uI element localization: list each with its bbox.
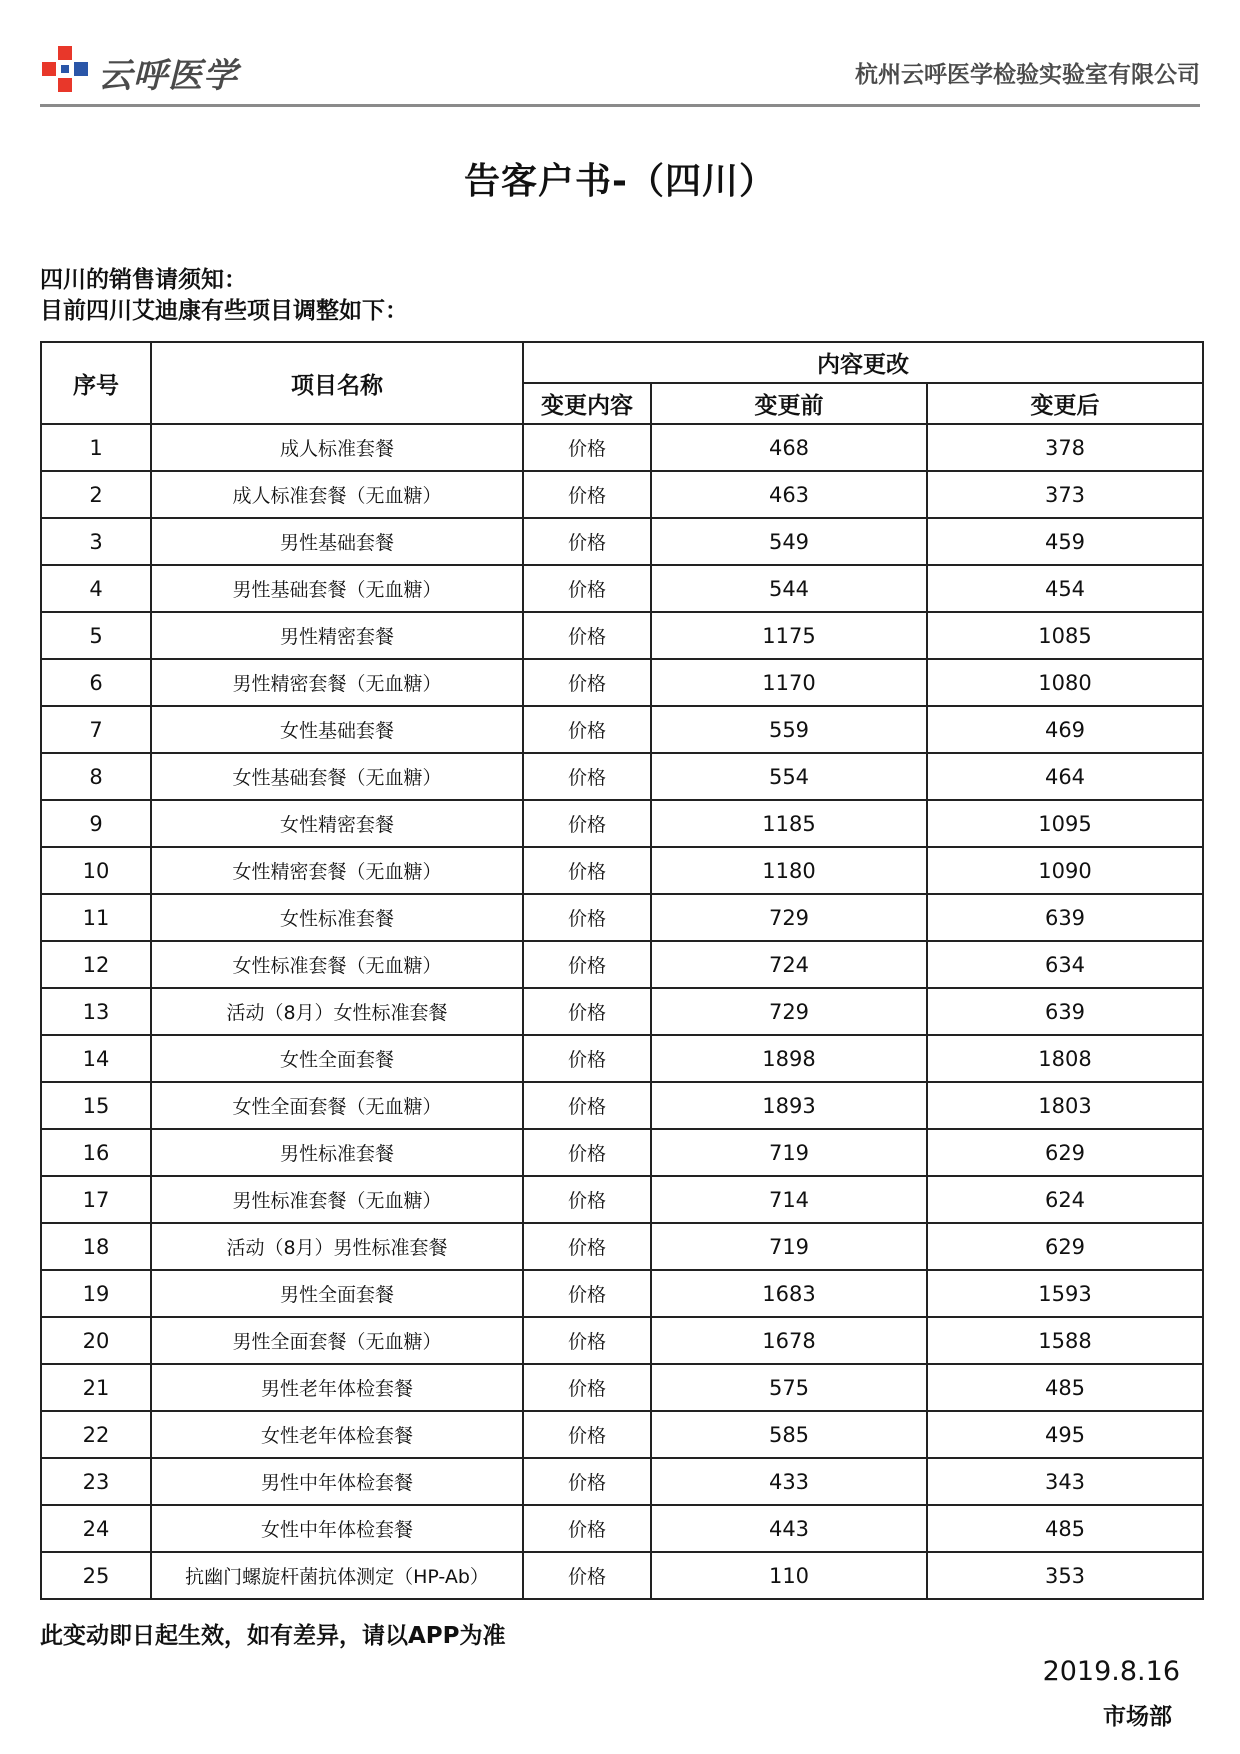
cell-change: 价格 — [523, 1082, 651, 1129]
cell-change: 价格 — [523, 1035, 651, 1082]
cell-after: 495 — [927, 1411, 1203, 1458]
table-row — [41, 1552, 1203, 1599]
cell-index: 21 — [41, 1364, 151, 1411]
cell-after: 624 — [927, 1176, 1203, 1223]
cell-name: 女性基础套餐 — [151, 706, 523, 753]
cell-name: 男性基础套餐 — [151, 518, 523, 565]
cell-before: 433 — [651, 1458, 927, 1505]
cell-index: 16 — [41, 1129, 151, 1176]
cell-change: 价格 — [523, 1270, 651, 1317]
cell-change: 价格 — [523, 424, 651, 471]
brand-name: 云呼医学 — [98, 56, 238, 96]
effective-note: 此变动即日起生效，如有差异，请以APP为准 — [40, 1623, 506, 1649]
document-title: 告客户书-（四川） — [464, 161, 776, 202]
cell-before: 1175 — [651, 612, 927, 659]
cell-name: 男性全面套餐（无血糖） — [151, 1317, 523, 1364]
page-header — [40, 38, 1200, 107]
table-row — [41, 800, 1203, 847]
table-row — [41, 1270, 1203, 1317]
cell-after: 639 — [927, 988, 1203, 1035]
cell-index: 23 — [41, 1458, 151, 1505]
cell-after: 353 — [927, 1552, 1203, 1599]
cell-before: 1180 — [651, 847, 927, 894]
notice-line-1: 四川的销售请须知： — [40, 267, 247, 293]
cell-name: 活动（8月）女性标准套餐 — [151, 988, 523, 1035]
cell-before: 714 — [651, 1176, 927, 1223]
cell-after: 1588 — [927, 1317, 1203, 1364]
table-row — [41, 659, 1203, 706]
table-row — [41, 471, 1203, 518]
cell-change: 价格 — [523, 471, 651, 518]
cell-after: 1593 — [927, 1270, 1203, 1317]
cell-name: 女性精密套餐（无血糖） — [151, 847, 523, 894]
cell-change: 价格 — [523, 1223, 651, 1270]
cell-change: 价格 — [523, 1129, 651, 1176]
cell-index: 20 — [41, 1317, 151, 1364]
table-row — [41, 518, 1203, 565]
cell-index: 9 — [41, 800, 151, 847]
cell-change: 价格 — [523, 1505, 651, 1552]
header-group: 内容更改 — [523, 342, 1203, 383]
cell-change: 价格 — [523, 565, 651, 612]
cell-change: 价格 — [523, 518, 651, 565]
cell-name: 活动（8月）男性标准套餐 — [151, 1223, 523, 1270]
cell-change: 价格 — [523, 941, 651, 988]
cell-after: 469 — [927, 706, 1203, 753]
cell-before: 554 — [651, 753, 927, 800]
cell-name: 成人标准套餐 — [151, 424, 523, 471]
cell-name: 女性老年体检套餐 — [151, 1411, 523, 1458]
cell-after: 1085 — [927, 612, 1203, 659]
table-row — [41, 1129, 1203, 1176]
cell-index: 22 — [41, 1411, 151, 1458]
cell-name: 女性精密套餐 — [151, 800, 523, 847]
cell-index: 3 — [41, 518, 151, 565]
cell-change: 价格 — [523, 1364, 651, 1411]
cell-index: 8 — [41, 753, 151, 800]
cell-index: 17 — [41, 1176, 151, 1223]
cross-logo-icon — [40, 44, 92, 96]
cell-name: 男性标准套餐 — [151, 1129, 523, 1176]
cell-name: 男性全面套餐 — [151, 1270, 523, 1317]
table-row — [41, 565, 1203, 612]
table-row — [41, 1176, 1203, 1223]
table-row — [41, 1317, 1203, 1364]
cell-name: 男性标准套餐（无血糖） — [151, 1176, 523, 1223]
header-after: 变更后 — [927, 383, 1203, 424]
cell-change: 价格 — [523, 706, 651, 753]
cell-change: 价格 — [523, 1552, 651, 1599]
cell-before: 443 — [651, 1505, 927, 1552]
cell-index: 7 — [41, 706, 151, 753]
cell-after: 459 — [927, 518, 1203, 565]
cell-name: 男性老年体检套餐 — [151, 1364, 523, 1411]
table-row — [41, 1223, 1203, 1270]
table-row — [41, 894, 1203, 941]
cell-name: 女性标准套餐（无血糖） — [151, 941, 523, 988]
cell-after: 373 — [927, 471, 1203, 518]
cell-after: 464 — [927, 753, 1203, 800]
table-row — [41, 1505, 1203, 1552]
cell-before: 719 — [651, 1129, 927, 1176]
cell-after: 454 — [927, 565, 1203, 612]
cell-name: 女性中年体检套餐 — [151, 1505, 523, 1552]
notice-text — [40, 265, 408, 327]
cell-name: 女性标准套餐 — [151, 894, 523, 941]
cell-change: 价格 — [523, 1458, 651, 1505]
table-row — [41, 988, 1203, 1035]
cell-after: 1803 — [927, 1082, 1203, 1129]
table-row — [41, 1082, 1203, 1129]
cell-after: 343 — [927, 1458, 1203, 1505]
cell-after: 634 — [927, 941, 1203, 988]
cell-before: 110 — [651, 1552, 927, 1599]
company-name: 杭州云呼医学检验实验室有限公司 — [855, 62, 1200, 88]
cell-before: 575 — [651, 1364, 927, 1411]
cell-name: 女性全面套餐（无血糖） — [151, 1082, 523, 1129]
cell-after: 629 — [927, 1223, 1203, 1270]
cell-name: 成人标准套餐（无血糖） — [151, 471, 523, 518]
cell-index: 5 — [41, 612, 151, 659]
header-before: 变更前 — [651, 383, 927, 424]
cell-before: 559 — [651, 706, 927, 753]
cell-index: 10 — [41, 847, 151, 894]
cell-change: 价格 — [523, 612, 651, 659]
cell-index: 18 — [41, 1223, 151, 1270]
cell-before: 549 — [651, 518, 927, 565]
cell-index: 2 — [41, 471, 151, 518]
cell-change: 价格 — [523, 847, 651, 894]
cell-name: 男性基础套餐（无血糖） — [151, 565, 523, 612]
cell-before: 729 — [651, 988, 927, 1035]
cell-before: 719 — [651, 1223, 927, 1270]
header-change-content: 变更内容 — [523, 383, 651, 424]
cell-after: 639 — [927, 894, 1203, 941]
department: 市场部 — [1103, 1704, 1172, 1730]
cell-before: 1898 — [651, 1035, 927, 1082]
cell-index: 14 — [41, 1035, 151, 1082]
table-row — [41, 612, 1203, 659]
cell-name: 女性全面套餐 — [151, 1035, 523, 1082]
cell-index: 24 — [41, 1505, 151, 1552]
cell-after: 1080 — [927, 659, 1203, 706]
cell-index: 12 — [41, 941, 151, 988]
cell-change: 价格 — [523, 1317, 651, 1364]
cell-before: 468 — [651, 424, 927, 471]
cell-before: 544 — [651, 565, 927, 612]
cell-before: 1678 — [651, 1317, 927, 1364]
price-change-table — [40, 341, 1204, 1600]
table-row — [41, 1035, 1203, 1082]
cell-change: 价格 — [523, 894, 651, 941]
cell-before: 1170 — [651, 659, 927, 706]
cell-index: 11 — [41, 894, 151, 941]
cell-before: 1893 — [651, 1082, 927, 1129]
table-row — [41, 1364, 1203, 1411]
cell-index: 19 — [41, 1270, 151, 1317]
cell-name: 抗幽门螺旋杆菌抗体测定（HP-Ab） — [151, 1552, 523, 1599]
cell-after: 378 — [927, 424, 1203, 471]
cell-after: 485 — [927, 1505, 1203, 1552]
cell-name: 女性基础套餐（无血糖） — [151, 753, 523, 800]
header-index: 序号 — [41, 342, 151, 424]
cell-change: 价格 — [523, 753, 651, 800]
cell-change: 价格 — [523, 1411, 651, 1458]
cell-after: 629 — [927, 1129, 1203, 1176]
table-row — [41, 941, 1203, 988]
cell-index: 25 — [41, 1552, 151, 1599]
table-body — [41, 424, 1203, 1599]
cell-index: 1 — [41, 424, 151, 471]
cell-change: 价格 — [523, 659, 651, 706]
cell-before: 585 — [651, 1411, 927, 1458]
table-row — [41, 1458, 1203, 1505]
cell-change: 价格 — [523, 1176, 651, 1223]
issue-date: 2019.8.16 — [1042, 1656, 1180, 1687]
cell-after: 485 — [927, 1364, 1203, 1411]
cell-index: 13 — [41, 988, 151, 1035]
cell-before: 463 — [651, 471, 927, 518]
cell-index: 15 — [41, 1082, 151, 1129]
cell-before: 1683 — [651, 1270, 927, 1317]
table-row — [41, 1411, 1203, 1458]
cell-change: 价格 — [523, 800, 651, 847]
cell-after: 1095 — [927, 800, 1203, 847]
table-row — [41, 847, 1203, 894]
cell-name: 男性精密套餐（无血糖） — [151, 659, 523, 706]
cell-name: 男性中年体检套餐 — [151, 1458, 523, 1505]
notice-line-2: 目前四川艾迪康有些项目调整如下： — [40, 298, 408, 324]
cell-after: 1090 — [927, 847, 1203, 894]
cell-before: 724 — [651, 941, 927, 988]
cell-after: 1808 — [927, 1035, 1203, 1082]
cell-before: 729 — [651, 894, 927, 941]
cell-index: 4 — [41, 565, 151, 612]
table-row — [41, 706, 1203, 753]
header-name: 项目名称 — [151, 342, 523, 424]
table-row — [41, 753, 1203, 800]
cell-name: 男性精密套餐 — [151, 612, 523, 659]
cell-before: 1185 — [651, 800, 927, 847]
cell-index: 6 — [41, 659, 151, 706]
table-row — [41, 424, 1203, 471]
cell-change: 价格 — [523, 988, 651, 1035]
